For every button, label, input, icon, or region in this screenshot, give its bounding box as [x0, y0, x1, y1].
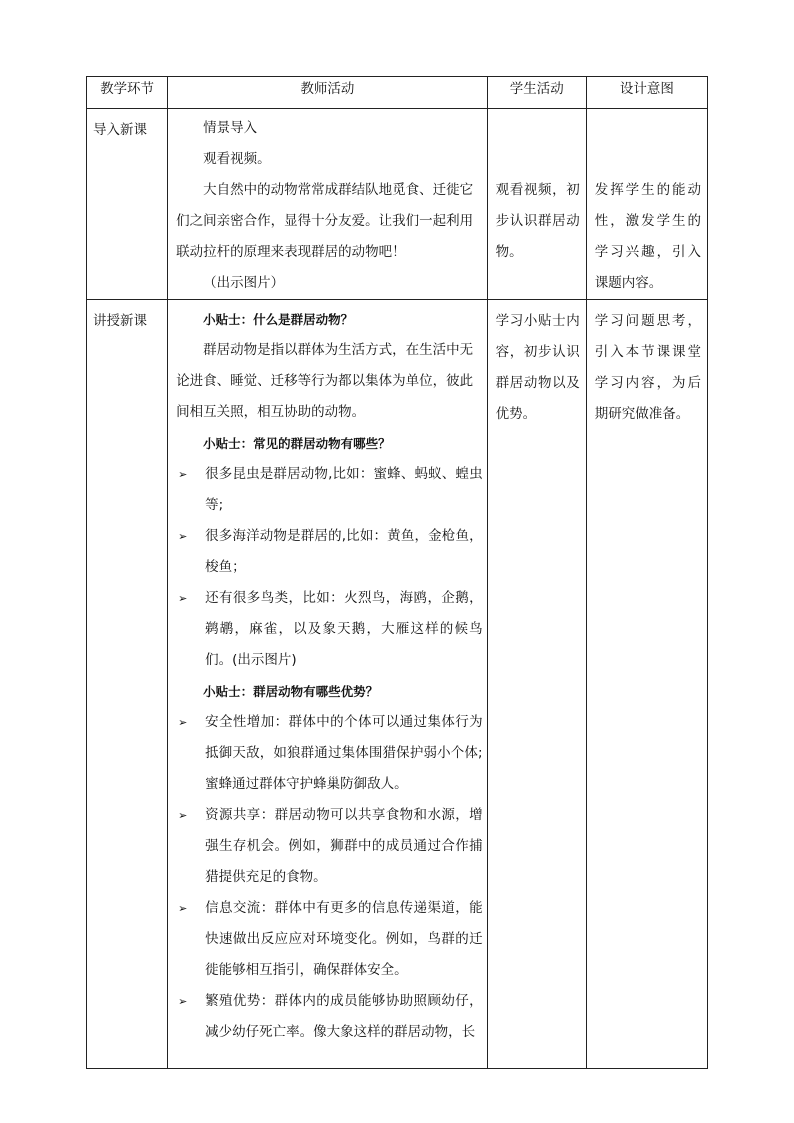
- header-stage: 教学环节: [87, 77, 168, 109]
- lesson-plan-table: [86, 76, 708, 1069]
- table-row-new-lesson: [87, 300, 708, 1069]
- list-item: ➢ 很多海洋动物是群居的,比如：黄鱼，金枪鱼，梭鱼；: [176, 521, 483, 583]
- intro-paragraph: 大自然中的动物常常成群结队地觅食、迁徙它们之间亲密合作，显得十分友爱。让我们一起利用联动拉杆的原理来表现群居的动物吧！: [176, 182, 474, 260]
- stage-cell: 讲授新课: [87, 300, 168, 1069]
- design-intent-cell: 发挥学生的能动性，激发学生的学习兴趣，引入课题内容。: [586, 109, 707, 300]
- tip-heading: 小贴士：什么是群居动物？: [203, 312, 354, 327]
- design-intent-cell: 学习问题思考，引入本节课课堂学习内容，为后期研究做准备。: [586, 300, 707, 1069]
- intro-show-image: （出示图片）: [203, 275, 285, 291]
- tip-heading: 小贴士：群居动物有哪些优势？: [203, 684, 379, 699]
- list-item: ➢ 繁殖优势：群体内的成员能够协助照顾幼仔，减少幼仔死亡率。像大象这样的群居动物，长: [176, 986, 483, 1048]
- tip-heading: 小贴士：常见的群居动物有哪些？: [203, 436, 391, 451]
- student-activity-cell: 学习小贴士内容，初步认识群居动物以及优势。: [487, 300, 586, 1069]
- intro-heading: 情景导入: [203, 120, 258, 136]
- list-item: ➢ 还有很多鸟类，比如：火烈鸟，海鸥，企鹅，鹈鹕，麻雀，以及象天鹅，大雁这样的候鸟们。(出示图片): [176, 583, 483, 676]
- student-activity-cell: 观看视频，初步认识群居动物。: [487, 109, 586, 300]
- bullet-arrow-icon: ➢: [178, 995, 188, 1008]
- bullet-arrow-icon: ➢: [178, 902, 188, 915]
- definition-paragraph: 群居动物是指以群体为生活方式，在生活中无论进食、睡觉、迁移等行为都以集体为单位，彼此间相互关照，相互协助的动物。: [176, 342, 474, 420]
- bullet-arrow-icon: ➢: [178, 468, 188, 481]
- list-item: ➢ 信息交流：群体中有更多的信息传递渠道，能快速做出反应应对环境变化。例如，鸟群的迁徙能够相互指引，确保群体安全。: [176, 893, 483, 986]
- table-header-row: [87, 77, 708, 109]
- stage-cell: 导入新课: [87, 109, 168, 300]
- bullet-arrow-icon: ➢: [178, 592, 188, 605]
- bullet-arrow-icon: ➢: [178, 809, 188, 822]
- header-teacher-activity: 教师活动: [168, 77, 488, 109]
- teacher-activity-cell: [168, 109, 488, 300]
- table-row-intro: [87, 109, 708, 300]
- list-item: ➢ 安全性增加：群体中的个体可以通过集体行为抵御天敌，如狼群通过集体围猎保护弱小个体;蜜蜂通过群体守护蜂巢防御敌人。: [176, 707, 483, 800]
- header-student-activity: 学生活动: [487, 77, 586, 109]
- bullet-arrow-icon: ➢: [178, 530, 188, 543]
- bullet-arrow-icon: ➢: [178, 716, 188, 729]
- list-item: ➢ 资源共享：群居动物可以共享食物和水源，增强生存机会。例如，狮群中的成员通过合作捕猎提供充足的食物。: [176, 800, 483, 893]
- list-item: ➢ 很多昆虫是群居动物,比如：蜜蜂、蚂蚁、蝗虫等;: [176, 459, 483, 521]
- header-design-intent: 设计意图: [586, 77, 707, 109]
- intro-video: 观看视频。: [203, 151, 271, 167]
- teacher-activity-cell: [168, 300, 488, 1069]
